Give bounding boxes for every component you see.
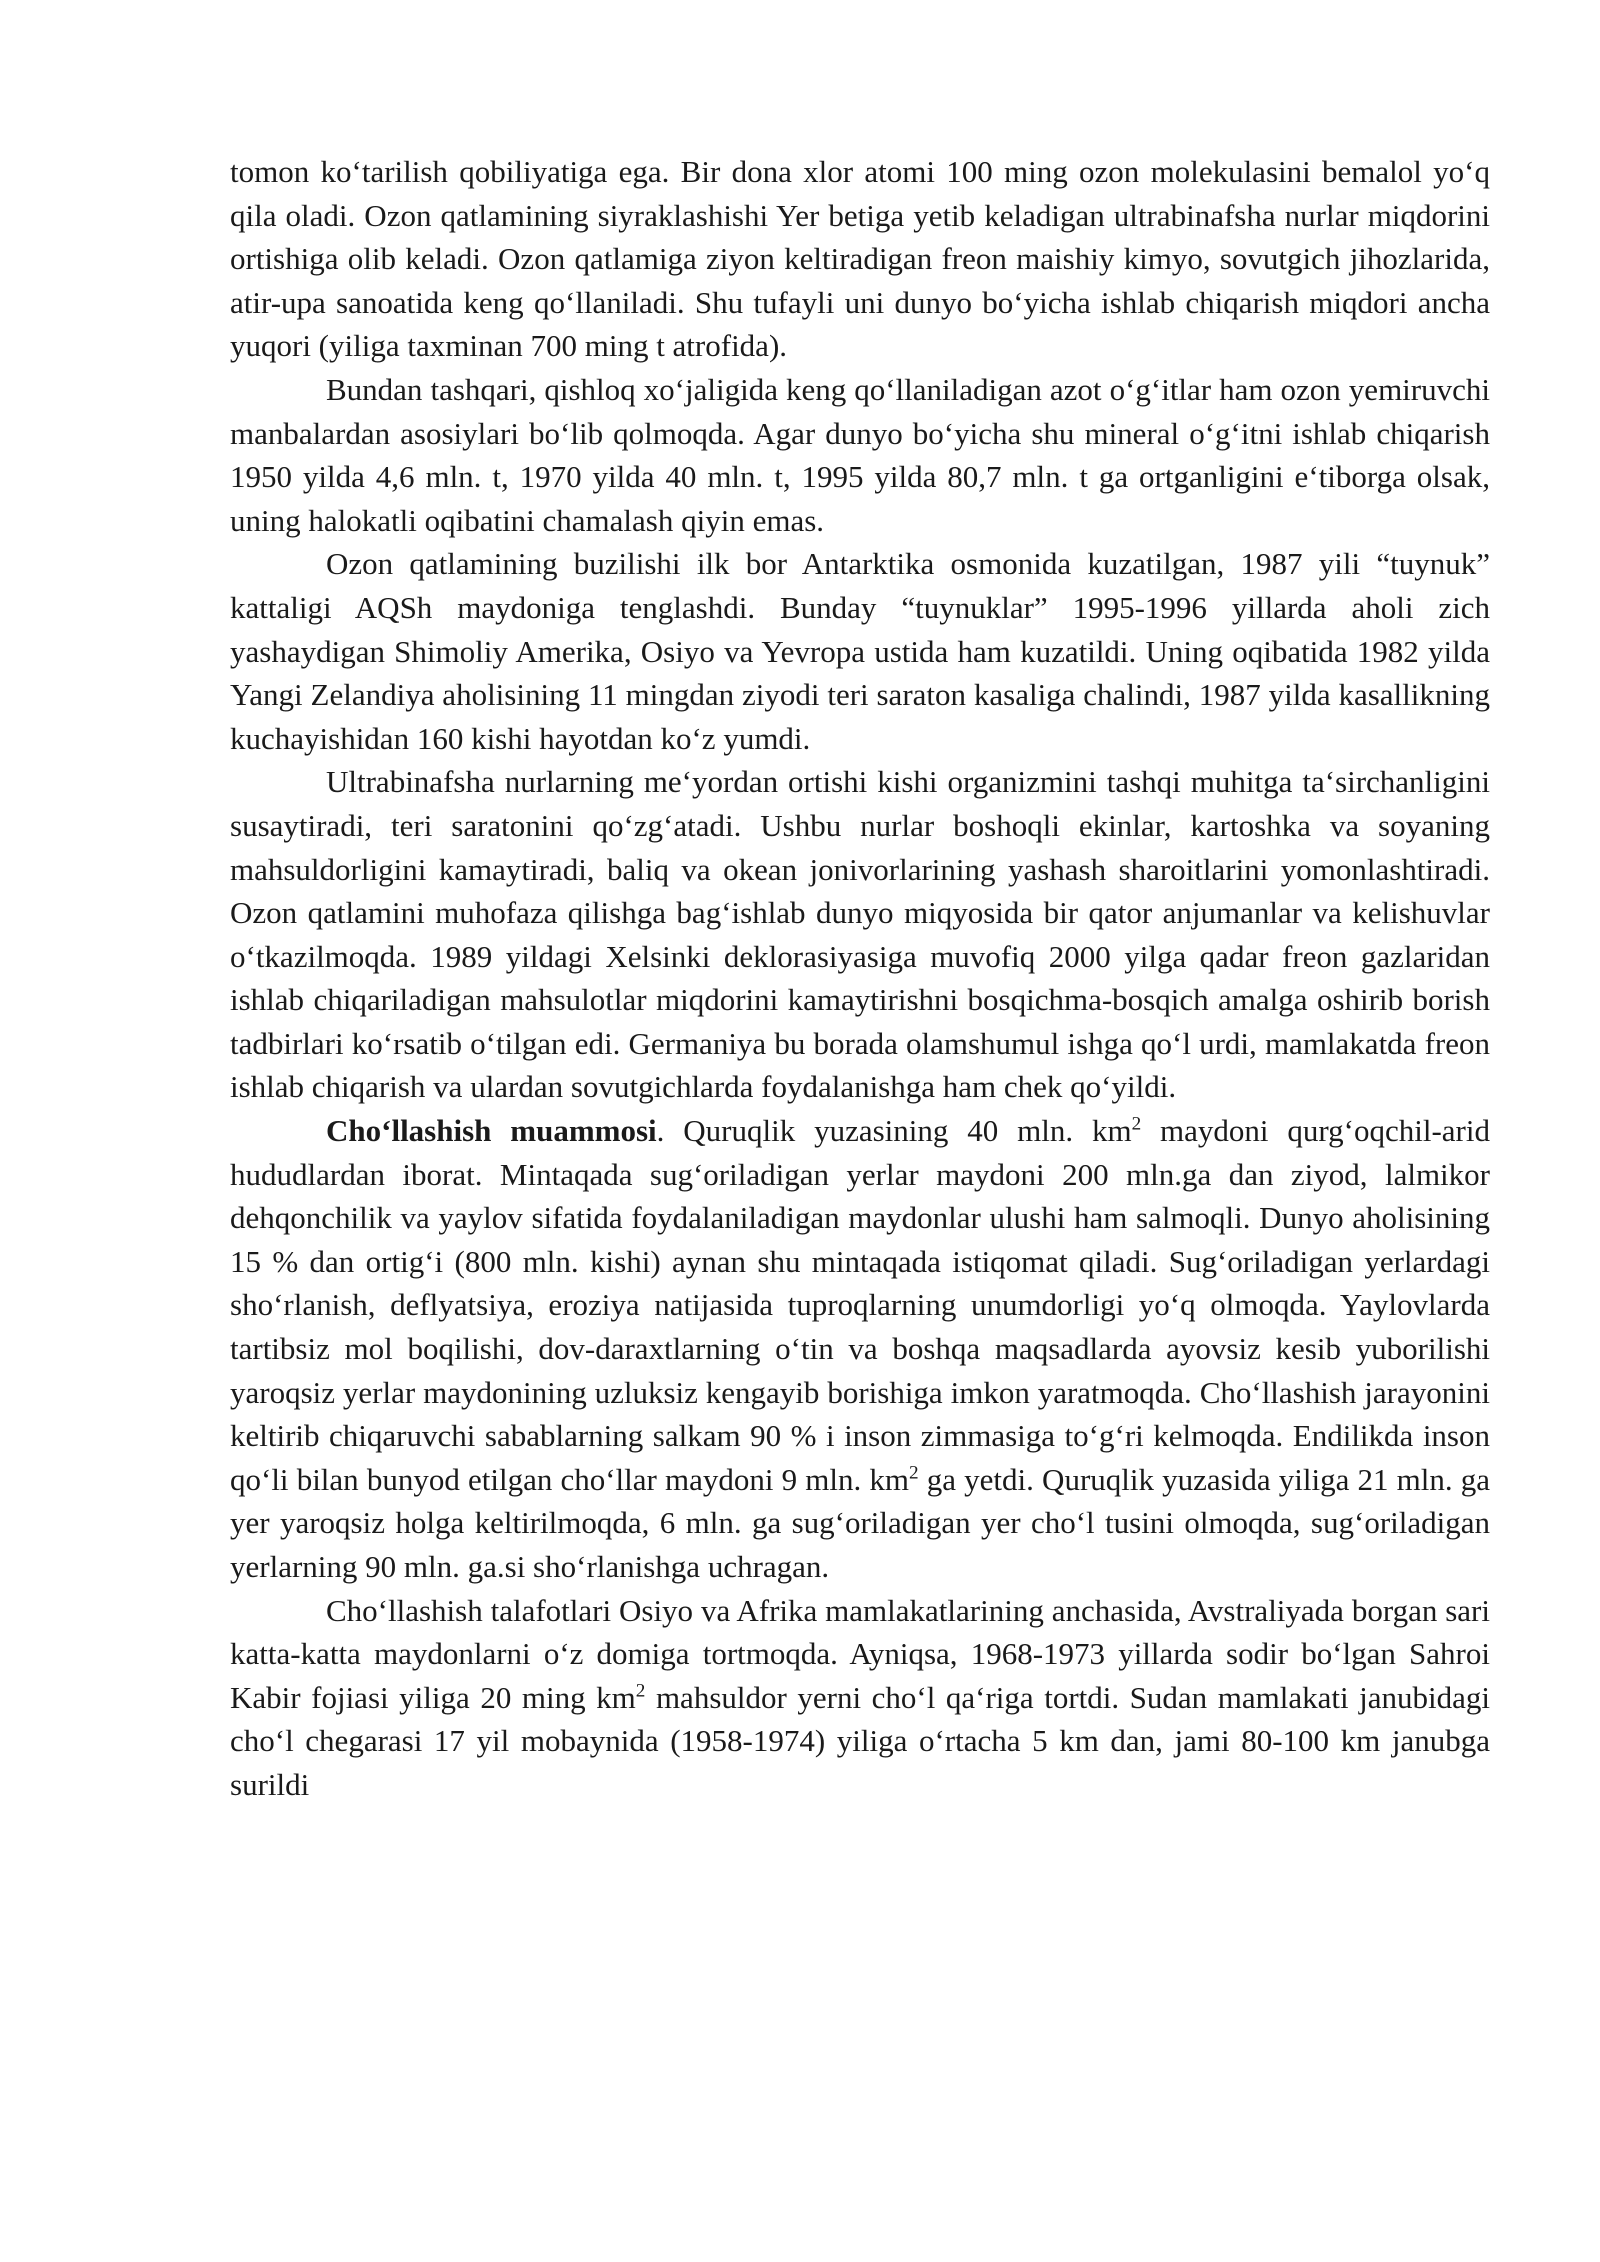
body-text [230,150,1490,1807]
paragraph-6-text-a: Cho‘llashish talafotlari Osiyo va Afrika mamlakatlarining anchasida, Avstraliyada borgan sari katta-katta maydonlarni o‘z domiga tortmoqda. Ayniqsa, 1968-1973 yillarda sodir bo‘lgan Sahroi Kabir fojiasi yiliga 20 ming km [230,1592,1490,1715]
paragraph-2-text: Bundan tashqari, qishloq xo‘jaligida keng qo‘llaniladigan azot o‘g‘itlar ham ozon yemiruvchi manbalardan asosiylari bo‘lib qolmoqda. Agar dunyo bo‘yicha shu mineral o‘g‘itni ishlab chiqarish 1950 yilda 4,6 mln. t, 1970 yilda 40 mln. t, 1995 yilda 80,7 mln. t ga ortganligini e‘tiborga olsak, uning halokatli oqibatini chamalash qiyin emas. [230,371,1490,538]
paragraph-5-text-a: . Quruqlik yuzasining 40 mln. km [656,1113,1132,1149]
section-heading-desertification: Cho‘llashish muammosi [326,1113,657,1149]
paragraph-5-text-b: maydoni qurg‘oqchil-arid hududlardan iborat. Mintaqada sug‘oriladigan yerlar maydoni 200 mln.ga dan ziyod, lalmikor dehqonchilik va yaylov sifatida foydalaniladigan maydonlar ulushi ham salmoqli. Dunyo aholisining 15 % dan ortig‘i (800 mln. kishi) aynan shu mintaqada istiqomat qiladi. Sug‘oriladigan yerlardagi sho‘rlanish, deflyatsiya, eroziya natijasida tuproqlarning unumdorligi yo‘q olmoqda. Yaylovlarda tartibsiz mol boqilishi, dov-daraxtlarning o‘tin va boshqa maqsadlarda ayovsiz kesib yuborilishi yaroqsiz yerlar maydonining uzluksiz kengayib borishiga imkon yaratmoqda. Cho‘llashish jarayonini keltirib chiqaruvchi sabablarning salkam 90 % i inson zimmasiga to‘g‘ri kelmoqda. Endilikda inson qo‘li bilan bunyod etilgan cho‘llar maydoni 9 mln. km [230,1113,1490,1497]
superscript-km2: 2 [1131,1113,1142,1135]
paragraph-1-text: tomon ko‘tarilish qobiliyatiga ega. Bir dona xlor atomi 100 ming ozon molekulasini bemalol yo‘q qila oladi. Ozon qatlamining siyraklashishi Yer betiga yetib keladigan ultrabinafsha nurlar miqdorini ortishiga olib keladi. Ozon qatlamiga ziyon keltiradigan freon maishiy kimyo, sovutgich jihozlarida, atir-upa sanoatida keng qo‘llaniladi. Shu tufayli uni dunyo bo‘yicha ishlab chiqarish miqdori ancha yuqori (yiliga taxminan 700 ming t atrofida). [230,154,1490,364]
paragraph-3 [230,542,1490,760]
paragraph-1 [230,150,1490,368]
superscript-km2: 2 [909,1462,919,1484]
paragraph-5 [230,1109,1490,1589]
paragraph-6-text-b: mahsuldor yerni cho‘l qa‘riga tortdi. Sudan mamlakati janubidagi cho‘l chegarasi 17 yil mobaynida (1958-1974) yiliga o‘rtacha 5 km dan, jami 80-100 km janubga surildi [230,1679,1490,1802]
paragraph-4-text: Ultrabinafsha nurlarning me‘yordan ortishi kishi organizmini tashqi muhitga ta‘sirchanligini susaytiradi, teri saratonini qo‘zg‘atadi. Ushbu nurlar boshoqli ekinlar, kartoshka va soyaning mahsuldorligini kamaytiradi, baliq va okean jonivorlarining yashash sharoitlarini yomonlashtiradi. Ozon qatlamini muhofaza qilishga bag‘ishlab dunyo miqyosida bir qator anjumanlar va kelishuvlar o‘tkazilmoqda. 1989 yildagi Xelsinki deklorasiyasiga muvofiq 2000 yilga qadar freon gazlaridan ishlab chiqariladigan mahsulotlar miqdorini kamaytirishni bosqichma-bosqich amalga oshirib borish tadbirlari ko‘rsatib o‘tilgan edi. Germaniya bu borada olamshumul ishga qo‘l urdi, mamlakatda freon ishlab chiqarish va ulardan sovutgichlarda foydalanishga ham chek qo‘yildi. [230,764,1490,1105]
paragraph-3-text: Ozon qatlamining buzilishi ilk bor Antarktika osmonida kuzatilgan, 1987 yili “tuynuk” kattaligi AQSh maydoniga tenglashdi. Bunday “tuynuklar” 1995-1996 yillarda aholi zich yashaydigan Shimoliy Amerika, Osiyo va Yevropa ustida ham kuzatildi. Uning oqibatida 1982 yilda Yangi Zelandiya aholisining 11 mingdan ziyodi teri saraton kasaliga chalindi, 1987 yilda kasallikning kuchayishidan 160 kishi hayotdan ko‘z yumdi. [230,546,1490,756]
superscript-km2: 2 [635,1680,646,1702]
paragraph-4 [230,760,1490,1109]
paragraph-5-text-c: ga yetdi. Quruqlik yuzasida yiliga 21 mln. ga yer yaroqsiz holga keltirilmoqda, 6 mln. ga sug‘oriladigan yer cho‘l tusini olmoqda, sug‘oriladigan yerlarning 90 mln. ga.si sho‘rlanishga uchragan. [230,1461,1490,1584]
paragraph-2 [230,368,1490,542]
paragraph-6 [230,1589,1490,1807]
